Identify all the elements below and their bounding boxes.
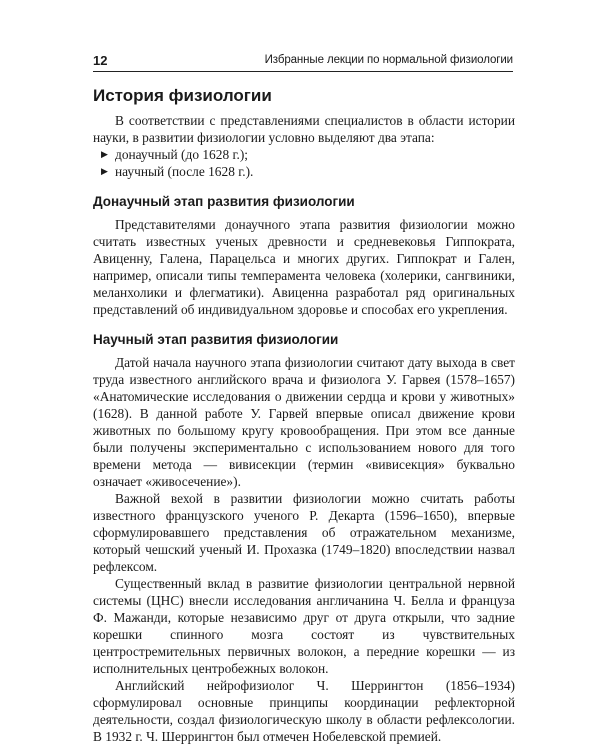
list-item	[93, 146, 515, 163]
paragraph: Представителями донаучного этапа развития физиологии можно считать известных ученых древности и средневековья Гиппократа, Авиценну, Галена, Парацельса и многих других. Гиппократ и Гален, например, описали типы темперамента человека (холерики, сангвиники, меланхолики и флегматики). Авиценна разработал ряд оригинальных представлений об индивидуальном здоровье и способах его укрепления.	[93, 217, 515, 317]
running-header	[93, 53, 513, 72]
page-number: 12	[93, 53, 108, 68]
section-title-prescientific: Донаучный этап развития физиологии	[93, 194, 355, 209]
list-item-text: научный (после 1628 г.).	[115, 164, 254, 179]
triangle-bullet-icon: ▶	[101, 166, 108, 176]
stages-list	[93, 146, 515, 180]
paragraph: Датой начала научного этапа физиологии считают дату выхода в свет труда известного английского врача и физиолога У. Гарвея (1578–1657) «Анатомические исследования о движении сердца и крови у животных» (1628). В данной работе У. Гарвей впервые описал движение крови животных по большому кругу кровообращения. При этом все данные были получены экспериментально с использованием нового для того времени метода — вивисекции (термин «вивисекция» буквально означает «живосечение»).	[93, 355, 515, 489]
paragraph: Существенный вклад в развитие физиологии центральной нервной системы (ЦНС) внесли исследования англичанина Ч. Белла и француза Ф. Мажанди, которые независимо друг от друга открыли, что задние корешки спинного мозга состоят из чувствительных центростремительных первичных волокон, а передние корешки — из исполнительных центробежных волокон.	[93, 576, 515, 676]
list-item	[93, 163, 515, 180]
paragraph: Английский нейрофизиолог Ч. Шеррингтон (1856–1934) сформулировал основные принципы координации рефлекторной деятельности, создал физиологическую школу в области рефлексологии. В 1932 г. Ч. Шеррингтон был отмечен Нобелевской премией.	[93, 678, 515, 744]
list-item-text: донаучный (до 1628 г.);	[115, 147, 248, 162]
section-title-history: История физиологии	[93, 86, 272, 105]
intro-paragraph: В соответствии с представлениями специалистов в области истории науки, в развитии физиологии условно выделяют два этапа:	[93, 113, 515, 145]
triangle-bullet-icon: ▶	[101, 149, 108, 159]
running-title: Избранные лекции по нормальной физиологии	[264, 54, 513, 66]
paragraph: Важной вехой в развитии физиологии можно считать работы известного французского ученого Р. Декарта (1596–1650), впервые сформулировавшего представления об отражательном механизме, который чешский ученый И. Прохазка (1749–1820) впоследствии назвал рефлексом.	[93, 491, 515, 574]
page-content	[93, 86, 515, 745]
section-title-scientific: Научный этап развития физиологии	[93, 332, 339, 347]
